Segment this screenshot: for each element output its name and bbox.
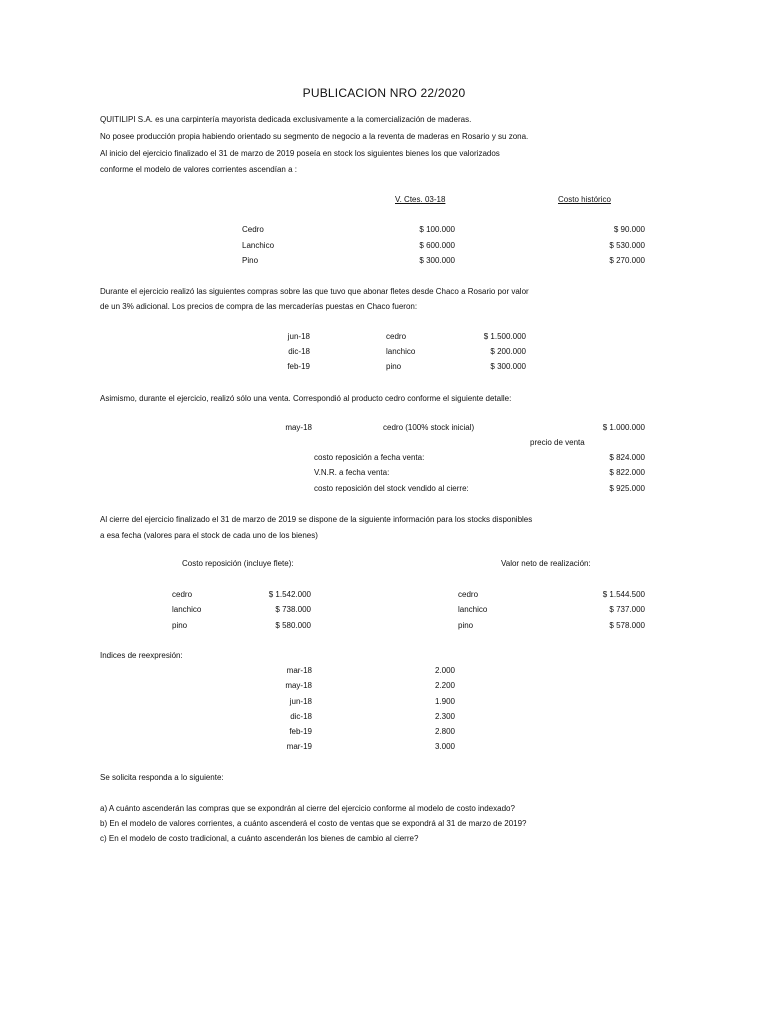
purchase-date: feb-19 — [287, 362, 310, 371]
sale-detail-label: costo reposición del stock vendido al cierre: — [314, 484, 469, 493]
purchase-item: pino — [386, 362, 402, 371]
intro-line: conforme el modelo de valores corrientes ascendían a : — [100, 165, 297, 174]
stock-vc: $ 600.000 — [419, 241, 455, 250]
closing-left-item: cedro — [172, 590, 193, 599]
index-value: 2.300 — [434, 712, 455, 721]
header-costo-historico: Costo histórico — [558, 195, 611, 204]
purchase-item: cedro — [386, 332, 407, 341]
intro-line: QUITILIPI S.A. es una carpintería mayorista dedicada exclusivamente a la comercialización de maderas. — [100, 115, 472, 124]
closing-left-header: Costo reposición (incluye flete): — [182, 559, 294, 568]
stock-item: Cedro — [242, 225, 264, 234]
sale-detail-label: V.N.R. a fecha venta: — [314, 468, 390, 477]
question-c: c) En el modelo de costo tradicional, a cuánto ascenderán los bienes de cambio al cierre? — [100, 834, 419, 843]
index-value: 2.200 — [434, 681, 455, 690]
purchase-amount: $ 300.000 — [490, 362, 526, 371]
header-valores-corrientes: V. Ctes. 03-18 — [395, 195, 446, 204]
closing-text: a esa fecha (valores para el stock de cada uno de los bienes) — [100, 531, 318, 540]
sale-date: may-18 — [285, 423, 312, 432]
index-date: jun-18 — [289, 697, 312, 706]
purchase-item: lanchico — [386, 347, 416, 356]
indices-label: Indices de reexpresión: — [100, 651, 183, 660]
index-date: mar-18 — [286, 666, 312, 675]
purchases-text: de un 3% adicional. Los precios de compra de las mercaderías puestas en Chaco fueron: — [100, 302, 418, 311]
closing-right-amount: $ 578.000 — [609, 621, 645, 630]
sale-amount: $ 1.000.000 — [602, 423, 645, 432]
stock-item: Pino — [242, 256, 259, 265]
purchase-amount: $ 200.000 — [490, 347, 526, 356]
intro-line: Al inicio del ejercicio finalizado el 31 de marzo de 2019 poseía en stock los siguientes bienes los que valorizados — [100, 149, 500, 158]
document-title: PUBLICACION NRO 22/2020 — [302, 86, 466, 100]
request-label: Se solicita responda a lo siguiente: — [100, 773, 224, 782]
stock-vc: $ 300.000 — [419, 256, 455, 265]
sale-detail-amount: $ 822.000 — [609, 468, 645, 477]
index-date: mar-19 — [286, 742, 312, 751]
closing-left-amount: $ 580.000 — [275, 621, 311, 630]
sale-desc: cedro (100% stock inicial) — [383, 423, 475, 432]
index-value: 3.000 — [434, 742, 455, 751]
stock-ch: $ 530.000 — [609, 241, 645, 250]
closing-right-amount: $ 1.544.500 — [602, 590, 645, 599]
purchase-amount: $ 1.500.000 — [483, 332, 526, 341]
index-value: 2.000 — [434, 666, 455, 675]
index-date: dic-18 — [290, 712, 312, 721]
stock-vc: $ 100.000 — [419, 225, 455, 234]
index-value: 1.900 — [434, 697, 455, 706]
sale-price-label: precio de venta — [530, 438, 585, 447]
closing-text: Al cierre del ejercicio finalizado el 31 de marzo de 2019 se dispone de la siguiente información para los stocks disponibles — [100, 515, 533, 524]
stock-item: Lanchico — [242, 241, 275, 250]
question-a: a) A cuánto ascenderán las compras que se expondrán al cierre del ejercicio conforme al modelo de costo indexado? — [100, 804, 515, 813]
sale-text: Asimismo, durante el ejercicio, realizó sólo una venta. Correspondió al producto cedro conforme el siguiente detalle: — [100, 394, 512, 403]
closing-left-item: pino — [172, 621, 188, 630]
purchase-date: dic-18 — [288, 347, 310, 356]
closing-right-item: cedro — [458, 590, 479, 599]
closing-right-header: Valor neto de realización: — [501, 559, 591, 568]
index-date: feb-19 — [289, 727, 312, 736]
stock-ch: $ 90.000 — [613, 225, 645, 234]
index-value: 2.800 — [434, 727, 455, 736]
sale-detail-amount: $ 824.000 — [609, 453, 645, 462]
closing-left-item: lanchico — [172, 605, 202, 614]
purchase-date: jun-18 — [287, 332, 310, 341]
purchases-text: Durante el ejercicio realizó las siguientes compras sobre las que tuvo que abonar fletes desde Chaco a Rosario por valor — [100, 287, 529, 296]
index-date: may-18 — [285, 681, 312, 690]
sale-detail-amount: $ 925.000 — [609, 484, 645, 493]
closing-right-item: lanchico — [458, 605, 488, 614]
closing-right-item: pino — [458, 621, 474, 630]
closing-right-amount: $ 737.000 — [609, 605, 645, 614]
stock-ch: $ 270.000 — [609, 256, 645, 265]
intro-line: No posee producción propia habiendo orientado su segmento de negocio a la reventa de maderas en Rosario y su zona. — [100, 132, 529, 141]
closing-left-amount: $ 1.542.000 — [268, 590, 311, 599]
closing-left-amount: $ 738.000 — [275, 605, 311, 614]
question-b: b) En el modelo de valores corrientes, a cuánto ascenderá el costo de ventas que se expondrá al 31 de marzo de 2019? — [100, 819, 527, 828]
sale-detail-label: costo reposición a fecha venta: — [314, 453, 425, 462]
